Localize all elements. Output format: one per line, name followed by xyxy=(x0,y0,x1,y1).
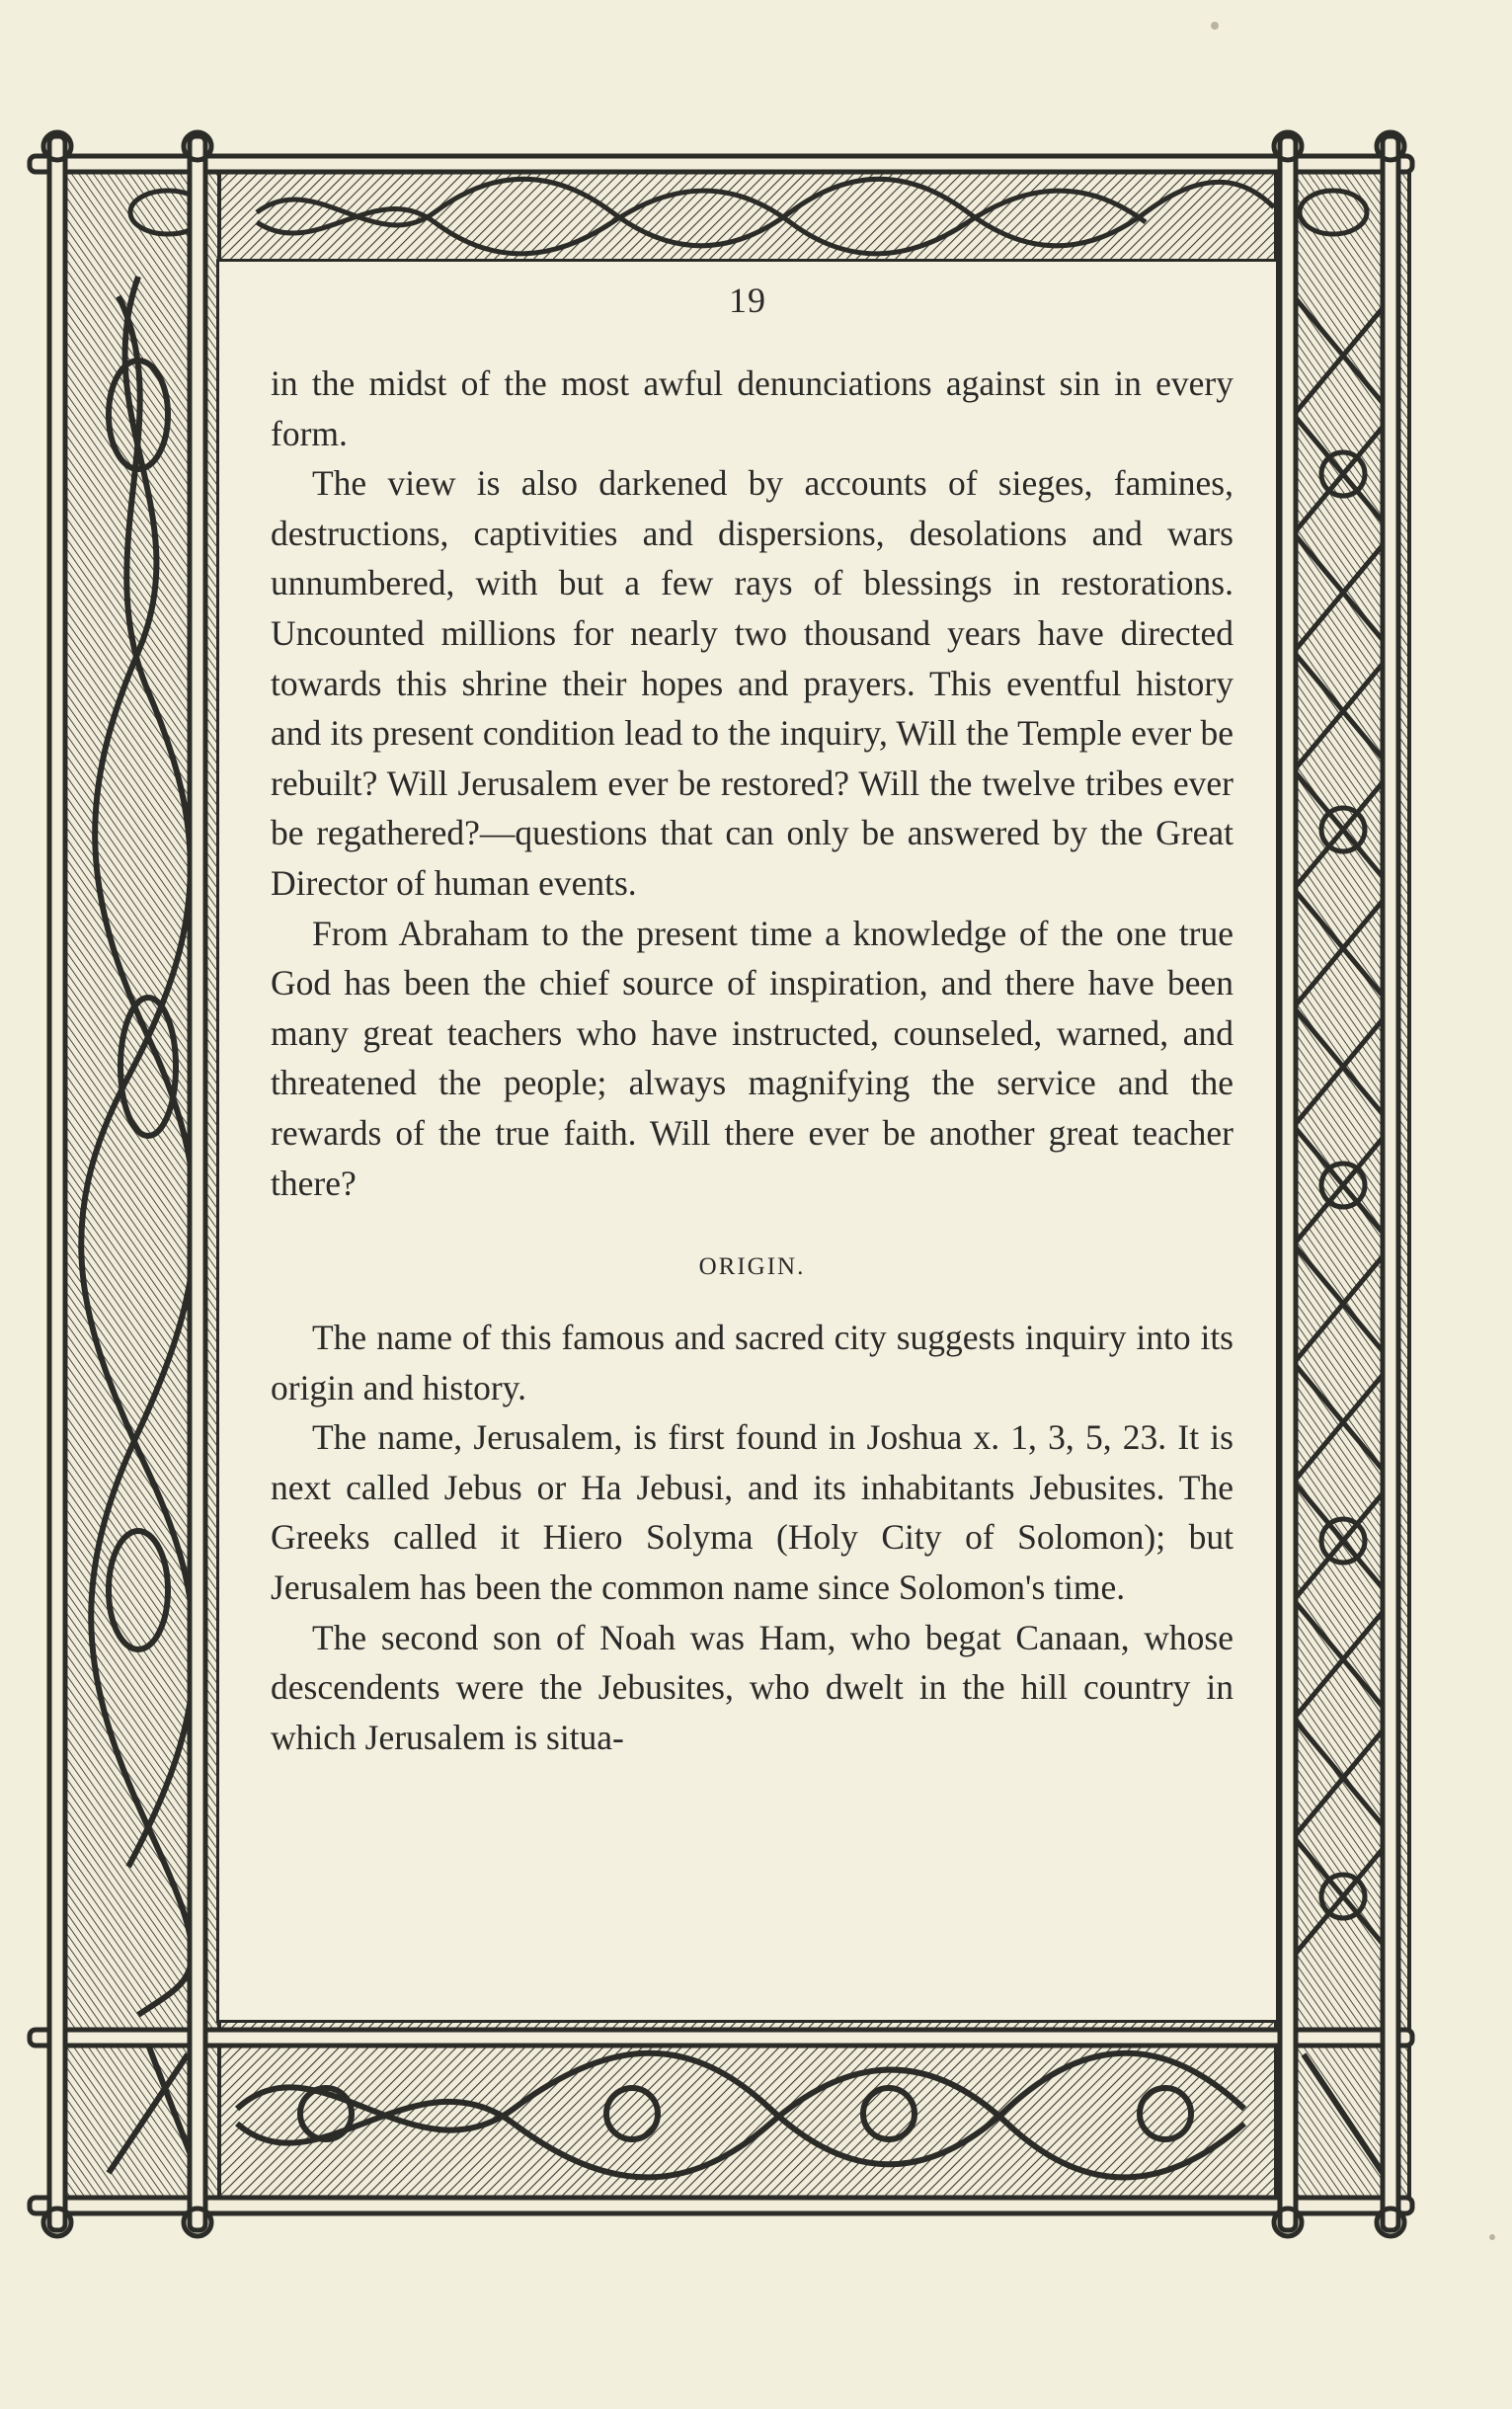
body-text xyxy=(271,359,1233,1762)
paragraph: The name, Jerusalem, is first found in Joshua x. 1, 3, 5, 23. It is next called Jebus or Ha Jebusi, and its inhabitants Jebusites. The Greeks called it Hiero Solyma (Holy City of Solomon); but Jerusalem has been the common name since Solomon's time. xyxy=(271,1417,1233,1608)
paragraph: From Abraham to the present time a knowledge of the one true God has been the chief source of inspiration, and there have been many great teachers who have instructed, counseled, warned, and threatened the people; always magnifying the service and the rewards of the true faith. Will there ever be another great teacher there? xyxy=(271,913,1233,1203)
paragraph: The name of this famous and sacred city suggests inquiry into its origin and history. xyxy=(271,1318,1233,1407)
paragraph: The second son of Noah was Ham, who begat Canaan, whose descendents were the Jebusites, who dwelt in the hill country in which Jerusalem is situa- xyxy=(271,1617,1233,1757)
paragraph: The view is also darkened by accounts of sieges, famines, destructions, captivities and dispersions, desolations and wars unnumbered, with but a few rays of blessings in restorations. Uncounted millions for nearly two thousand years have directed towards this shrine their hopes and prayers. This eventful history and its present condition lead to the inquiry, Will the Temple ever be rebuilt? Will Jerusalem ever be restored? Will the twelve tribes ever be regathered?—questions that can only be answered by the Great Director of human events. xyxy=(271,463,1233,903)
text-panel xyxy=(219,262,1276,2020)
section-heading: ORIGIN. xyxy=(698,1253,806,1281)
page-number: 19 xyxy=(729,281,766,320)
paragraph: in the midst of the most awful denunciations against sin in every form. xyxy=(271,363,1233,453)
